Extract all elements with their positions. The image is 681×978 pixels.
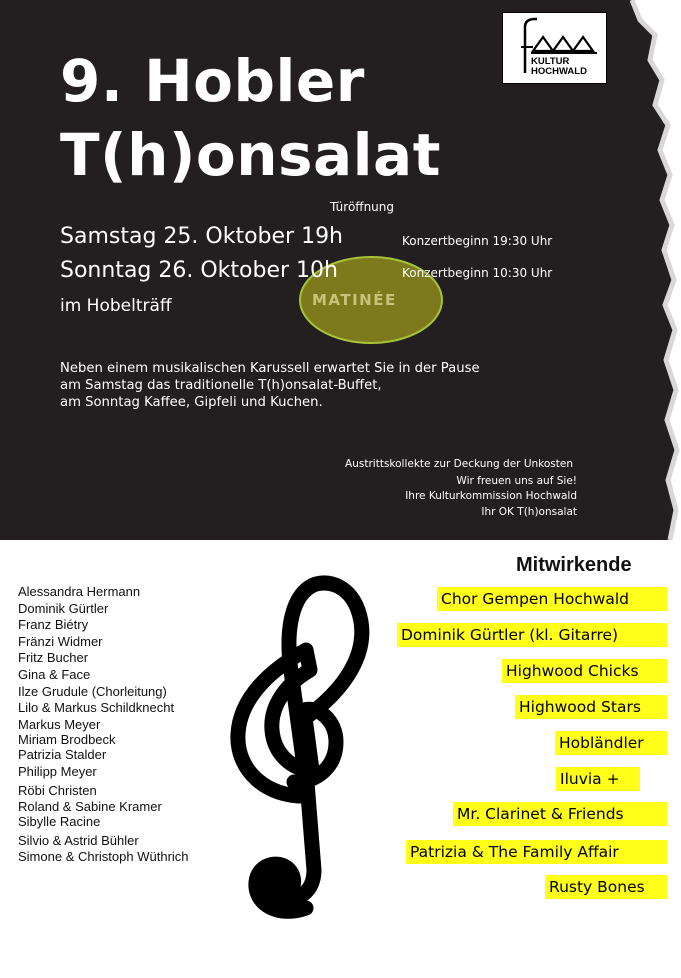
doors-label: Türöffnung — [330, 200, 395, 214]
poster-title-line1: 9. Hobler — [60, 47, 365, 115]
group-item: Rusty Bones — [545, 875, 667, 899]
treble-clef-icon — [196, 570, 396, 920]
group-item: Mr. Clarinet & Friends — [453, 802, 667, 826]
participant-name: Philipp Meyer — [18, 763, 97, 779]
date-sunday: Sonntag 26. Oktober 10h — [60, 258, 338, 283]
participants-list — [18, 584, 189, 866]
participant-name: Silvio & Astrid Bühler — [18, 832, 139, 848]
closing-line-4: Ihr OK T(h)onsalat — [481, 506, 577, 518]
group-item: Highwood Stars — [515, 695, 667, 719]
participant-name: Röbi Christen — [18, 782, 97, 798]
intro-line-2: am Samstag das traditionelle T(h)onsalat-Buffet, — [60, 378, 382, 393]
mitwirkende-heading: Mitwirkende — [516, 554, 632, 576]
group-item: Hobländler — [555, 731, 667, 755]
participant-name: Fritz Bucher — [18, 650, 89, 666]
participant-name: Patrizia Stalder — [18, 747, 107, 763]
concert-start-sunday: Konzertbeginn 10:30 Uhr — [402, 266, 553, 280]
intro-line-3: am Sonntag Kaffee, Gipfeli und Kuchen. — [60, 395, 323, 410]
poster-title-line2: T(h)onsalat — [60, 121, 441, 189]
kultur-hochwald-logo — [502, 12, 607, 84]
intro-line-1: Neben einem musikalischen Karussell erwartet Sie in der Pause — [60, 361, 480, 376]
closing-line-3: Ihre Kulturkommission Hochwald — [405, 490, 577, 502]
participant-name: Simone & Christoph Wüthrich — [18, 849, 189, 865]
participant-name: Sibylle Racine — [18, 814, 101, 830]
participant-name: Markus Meyer — [18, 716, 101, 732]
concert-start-saturday: Konzertbeginn 19:30 Uhr — [402, 234, 553, 248]
participant-name: Dominik Gürtler — [18, 600, 109, 616]
participant-name: Ilze Grudule (Chorleitung) — [18, 683, 167, 699]
participant-name: Alessandra Hermann — [18, 584, 141, 599]
participant-name: Roland & Sabine Kramer — [18, 799, 162, 815]
group-item: Iluvia + — [556, 767, 640, 791]
closing-line-1: Austrittskollekte zur Deckung der Unkosten — [345, 458, 573, 470]
matinee-label: MATINÉE — [312, 291, 397, 309]
participant-name: Fränzi Widmer — [18, 633, 103, 649]
date-saturday: Samstag 25. Oktober 19h — [60, 224, 344, 249]
participant-name: Lilo & Markus Schildknecht — [18, 700, 175, 716]
group-item: Dominik Gürtler (kl. Gitarre) — [397, 623, 667, 647]
venue: im Hobelträff — [60, 296, 172, 316]
logo-text-hochwald: HOCHWALD — [531, 66, 587, 77]
participant-name: Miriam Brodbeck — [18, 732, 116, 748]
group-item: Patrizia & The Family Affair — [406, 840, 667, 864]
logo-text-kultur: KULTUR — [531, 56, 570, 67]
participant-name: Franz Biétry — [18, 617, 89, 633]
closing-line-2: Wir freuen uns auf Sie! — [456, 475, 577, 487]
group-item: Highwood Chicks — [502, 659, 667, 683]
group-item: Chor Gempen Hochwald — [437, 587, 667, 611]
participant-name: Gina & Face — [18, 666, 91, 682]
